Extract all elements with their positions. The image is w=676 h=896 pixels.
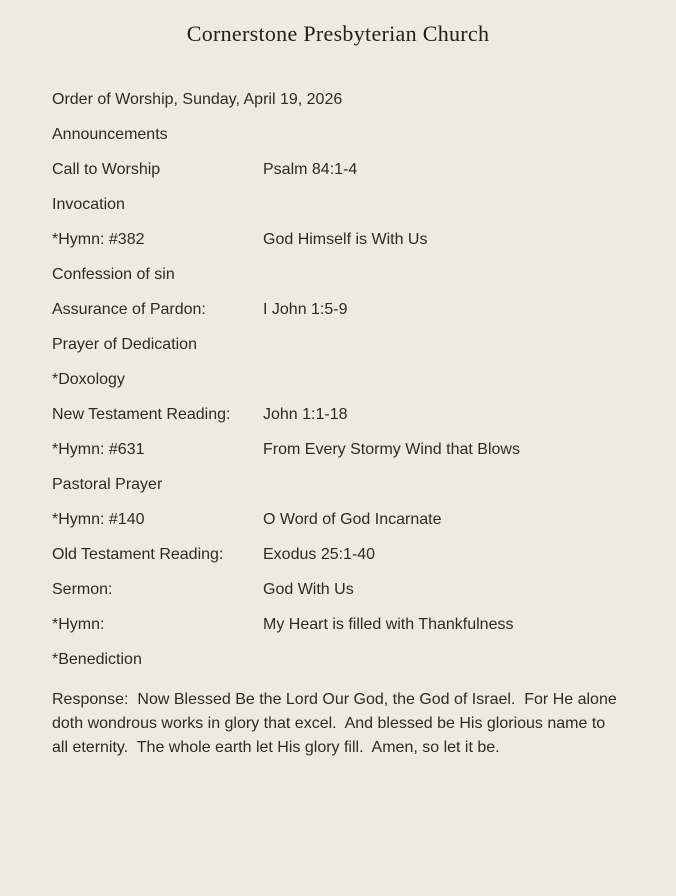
item-detail: O Word of God Incarnate [263, 511, 442, 528]
item-label: Confession of sin [52, 266, 175, 283]
worship-item-row [52, 649, 625, 684]
worship-item-row [52, 579, 625, 614]
item-detail: God With Us [263, 581, 354, 598]
item-label: Pastoral Prayer [52, 476, 163, 493]
worship-items [52, 124, 625, 684]
item-label: *Hymn: #631 [52, 441, 145, 458]
worship-item-row [52, 334, 625, 369]
worship-item-row [52, 474, 625, 509]
item-detail: John 1:1-18 [263, 406, 348, 423]
worship-item-row [52, 404, 625, 439]
worship-item-row [52, 159, 625, 194]
order-heading-row [52, 89, 625, 124]
item-label: Sermon: [52, 581, 113, 598]
page-title: Cornerstone Presbyterian Church [186, 21, 490, 46]
item-detail: From Every Stormy Wind that Blows [263, 441, 520, 458]
item-label: *Hymn: #140 [52, 511, 145, 528]
worship-item-row [52, 229, 625, 264]
order-heading: Order of Worship, Sunday, April 19, 2026 [52, 91, 343, 108]
item-label: Old Testament Reading: [52, 546, 224, 563]
item-label: Invocation [52, 196, 125, 213]
item-detail: I John 1:5-9 [263, 301, 348, 318]
worship-item-row [52, 124, 625, 159]
item-detail: God Himself is With Us [263, 231, 428, 248]
item-detail: Psalm 84:1-4 [263, 161, 358, 178]
item-detail: Exodus 25:1-40 [263, 546, 376, 563]
response-text: Response: Now Blessed Be the Lord Our God, the God of Israel. For He alone doth wondrous works in glory that excel. And blessed be His glorious name to all eternity. The whole earth let His glory fill. Amen, so let it be. [52, 691, 622, 756]
worship-item-row [52, 509, 625, 544]
bulletin-page [0, 21, 676, 896]
item-label: Assurance of Pardon: [52, 301, 206, 318]
worship-item-row [52, 264, 625, 299]
item-label: *Benediction [52, 651, 142, 668]
item-label: Announcements [52, 126, 168, 143]
worship-item-row [52, 544, 625, 579]
item-label: *Doxology [52, 371, 125, 388]
item-label: Prayer of Dedication [52, 336, 197, 353]
item-label: *Hymn: [52, 616, 105, 633]
worship-item-row [52, 299, 625, 334]
item-label: Call to Worship [52, 161, 161, 178]
item-detail: My Heart is filled with Thankfulness [263, 616, 514, 633]
order-of-worship [0, 89, 676, 760]
item-label: *Hymn: #382 [52, 231, 145, 248]
worship-item-row [52, 369, 625, 404]
worship-item-row [52, 194, 625, 229]
worship-item-row [52, 439, 625, 474]
worship-item-row [52, 614, 625, 649]
item-label: New Testament Reading: [52, 406, 231, 423]
